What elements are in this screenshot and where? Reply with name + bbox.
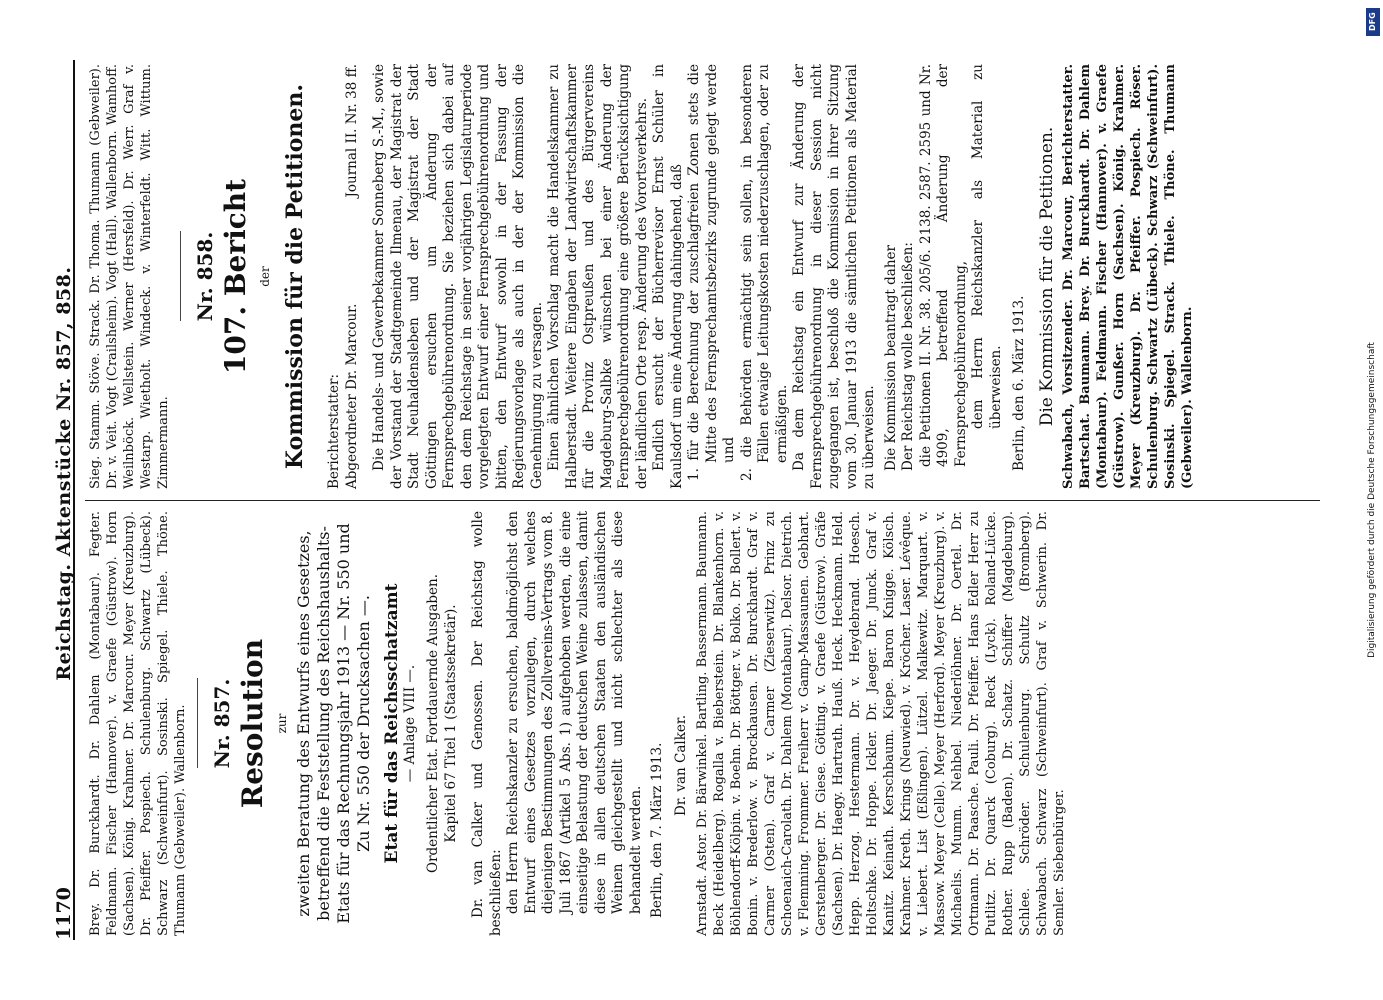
resolution-title: Resolution: [235, 638, 269, 809]
members-block-857: Brey. Dr. Burckhardt. Dr. Dahlem (Montabaur). Fegter. Feldmann. Fischer (Hannover). v. Graefe (Güstrow). Horn (Sachsen). König. Krahmer. Dr. Marcour. Meyer (Kreuzburg). Dr. Pfeiffer. Pospiech. Schulenburg. Schwartz (Lübeck). Schwarz (Schweinfurt). Sosinski. Spiegel. Thiele. Thöne. Thumann (Gebweiler). Wallenborn.: [88, 511, 188, 936]
ueberweisen-text: dem Herrn Reichskanzler als Material zu überweisen.: [970, 64, 1004, 429]
etat-heading: Etat für das Reichsschatzamt: [382, 583, 402, 864]
page-header: [45, 60, 75, 940]
motion-date: Berlin, den 7. März 1913.: [649, 742, 665, 918]
antrag-2: Der Reichstag wolle beschließen:: [900, 242, 916, 471]
signers-list: Arnstadt. Astor. Dr. Bärwinkel. Bartling. Bassermann. Baumann. Beck (Heidelberg). Rogalla v. Bieberstein. Dr. Blankenhorn. v. Böhlendorff-Kölpin. v. Boehn. Dr. Böttger. v. Bolko. Dr. Bollert. v. Bonin. v. Brederlow. v. Brockhausen. Dr. Burckhardt. Graf v. Carmer (Osten). Graf v. Carmer (Zieserwitz). Prinz zu Schoenaich-Carolath. Dr. Dahlem (Montabaur). Delsor. Dietrich. v. Flemming. Frommer. Freiherr v. Gamp-Massaunen. Gebhart. Gerstenberger. Dr. Giese. Götting. v. Graefe (Güstrow). Gräfe (Sachsen). Dr. Haegy. Hartrath. Hauß. Heck. Heckmann. Held. Hepp. Herzog. Hestermann. Dr. v. Heydebrand. Hoesch. Holtschke. Dr. Hoppe. Ickler. Dr. Jaeger. Dr. Junck. Graf v. Kanitz. Keinath. Kerschbaum. Kiepe. Baron Knigge. Kölsch. Krahmer. Kreth. Krings (Neuwied). v. Kröcher. Laser. Lévêque. v. Liebert. List (Eßlingen). Lützel. Malkewitz. Marquart. v. Massow. Meyer (Celle). Meyer (Herford). Meyer (Kreuzburg). v. Michaelis. Mumm. Nehbel. Niederlöhner. Dr. Oertel. Dr. Ortmann. Dr. Paasche. Pauli. Dr. Pfeiffer. Hans Edler Herr zu Putlitz. Dr. Quarck (Coburg). Reck (Lyck). Roland-Lücke. Rother. Rupp (Baden). Dr. Schatz. Schiffer (Magdeburg). Schlee. Schröder. Schulenburg. Schultz (Bromberg). Schwabach. Schwarz (Schweinfurt). Graf v. Schwerin. Dr. Semler. Siebenbürger.: [695, 511, 1067, 936]
paragraph-4: Da dem Reichstag ein Entwurf zur Änderung der Fernsprechgebührenordnung in dieser Session nicht zugegangen ist, beschloß die Kommission in ihrer Sitzung vom 30. Januar 1913 die sämtlichen Petitionen als Material zu überweisen.: [791, 64, 877, 489]
kapitel-label: Kapitel 67 Titel 1 (Staatssekretär).: [442, 604, 459, 843]
members-top: Sieg. Stamm. Stöve. Strack. Dr. Thoma. Thumann (Gebweiler). Dr. v. Veit. Vogt (Crailsheim). Vogt (Hall). Wallenborn. Wamhoff. Weilnböck. Wellstein. Werner (Hersfeld). Dr. Werr. Graf v. Westarp. Wietholt. Windeck. v. Winterfeldt. Witt. Wittum. Zimmermann.: [88, 64, 171, 489]
kommission-signature: Die Kommission für die Petitionen.: [1036, 126, 1057, 427]
document-number-858: Nr. 858.: [193, 231, 217, 322]
journal-number: Journal II. Nr. 38 ff.: [343, 64, 360, 198]
motion-intro: Dr. van Calker und Genossen. Der Reichstag wolle beschließen:: [470, 511, 504, 936]
der-label: der: [257, 266, 272, 287]
motion-text: den Herrn Reichskanzler zu ersuchen, baldmöglichst den Entwurf eines Gesetzes vorzulegen, durch welches diejenigen Bestimmungen des Zollvereins-Vertrags vom 8. Juli 1867 (Artikel 5 Abs. 1) aufgehoben werden, die eine einseitige Belastung der deutschen Weine zulassen, damit diese in allen deutschen Staaten den ausländischen Weinen gleichgestellt und nicht schlechter als diese behandelt werden.: [505, 511, 644, 914]
dfg-credit: Digitalisierung gefördert durch die Deutsche Forschungsgemeinschaft: [1367, 342, 1377, 658]
ordentlicher-etat: Ordentlicher Etat. Fortdauernde Ausgaben.: [425, 574, 441, 873]
paragraph-1: Die Handels- und Gewerbekammer Sonneberg S.-M., sowie der Vorstand der Stadtgemeinde Ilmenau, der Magistrat der Stadt Neuhaldensleben und der Magistrat der Stadt Göttingen ersuchen um Änderung der Fernsprechgebührenordnung. Sie beziehen sich dabei auf den dem Reichstage in seiner vorjährigen Legislaturperiode vorgelegten Entwurf einer Fernsprechgebührenordnung und bitten, den Entwurf sowohl in der Fassung der Regierungsvorlage als auch in der der Kommission die Genehmigung zu versagen.: [371, 64, 545, 489]
zur-label: zur: [274, 713, 289, 734]
petitionen-text: die Petitionen II. Nr. 38. 205/6. 2138. 2587. 2595 und Nr. 4909, betreffend Änderung der Fernsprechgebührenordnung,: [917, 64, 969, 467]
running-title: Reichstag. Aktenstücke Nr. 857, 858.: [52, 266, 75, 681]
report-date: Berlin, den 6. März 1913.: [1011, 295, 1027, 471]
paragraph-2: Einen ähnlichen Vorschlag macht die Handelskammer zu Halberstadt. Weitere Eingaben der Landwirtschaftskammer für die Provinz Ostpreußen und des Bürgervereins Magdeburg-Salbke wünschen bei einer Änderung der Fernsprechgebührenordnung eine größere Berücksichtigung der ländlichen Orte resp. Änderung des Vorortsverkehrs.: [546, 64, 650, 489]
berichterstatter-row: [344, 64, 362, 489]
left-column: [87, 511, 1068, 936]
anlage-label: — Anlage VIII —.: [401, 664, 418, 783]
section-rule: [180, 232, 181, 322]
kommission-title: Kommission für die Petitionen.: [282, 83, 308, 470]
berichterstatter-name: Abgeordneter Dr. Marcour.: [343, 303, 360, 489]
section-rule: [197, 679, 198, 769]
bericht-title: 107. Bericht: [218, 178, 252, 375]
members-bottom: Schwabach, Vorsitzender. Dr. Marcour, Berichterstatter. Bartschat. Baumann. Brey. Dr. Burckhardt. Dr. Dahlem (Montabaur). Feldmann. Fischer (Hannover). v. Graefe (Güstrow). Gunßer. Horn (Sachsen). König. Krahmer. Meyer (Kreuzburg). Dr. Pfeiffer. Pospiech. Röser. Schulenburg. Schwartz (Lübeck). Schwarz (Schweinfurt). Sosinski. Spiegel. Strack. Thiele. Thöne. Thumann (Gebweiler). Wallenborn.: [1061, 64, 1195, 489]
paragraph-3: Endlich ersucht der Bücherrevisor Ernst Schüler in Kaulsdorf um eine Änderung dahingehend, daß: [651, 64, 685, 489]
resolution-subtitle: zweiten Beratung des Entwurfs eines Gesetzes, betreffend die Feststellung des Reichshaushalts-Etats für das Rechnungsjahr 1913 — Nr. 550 und Zu Nr. 550 der Drucksachen —.: [294, 523, 373, 924]
right-column: [87, 64, 1196, 489]
signatory: Dr. van Calker.: [672, 714, 689, 816]
berichterstatter-label: Berichterstatter:: [326, 373, 342, 489]
list-item-1: 1. für die Berechnung der zuschlagfreien Zonen stets die Mitte des Fernsprechamtsbezirks zugrunde gelegt werde und: [686, 64, 737, 481]
list-item-2: 2. die Behörden ermächtigt sein sollen, in besonderen Fällen etwaige Leitungskosten niederzuschlagen, oder zu ermäßigen.: [738, 64, 790, 481]
rotated-document-page: [41, 50, 1341, 950]
antrag: Die Kommission beantragt daher: [882, 245, 899, 471]
dfg-logo: DFG: [1366, 8, 1380, 36]
document-number-857: Nr. 857.: [210, 678, 234, 769]
column-divider: [85, 500, 1320, 501]
page-number: 1170: [52, 887, 75, 940]
